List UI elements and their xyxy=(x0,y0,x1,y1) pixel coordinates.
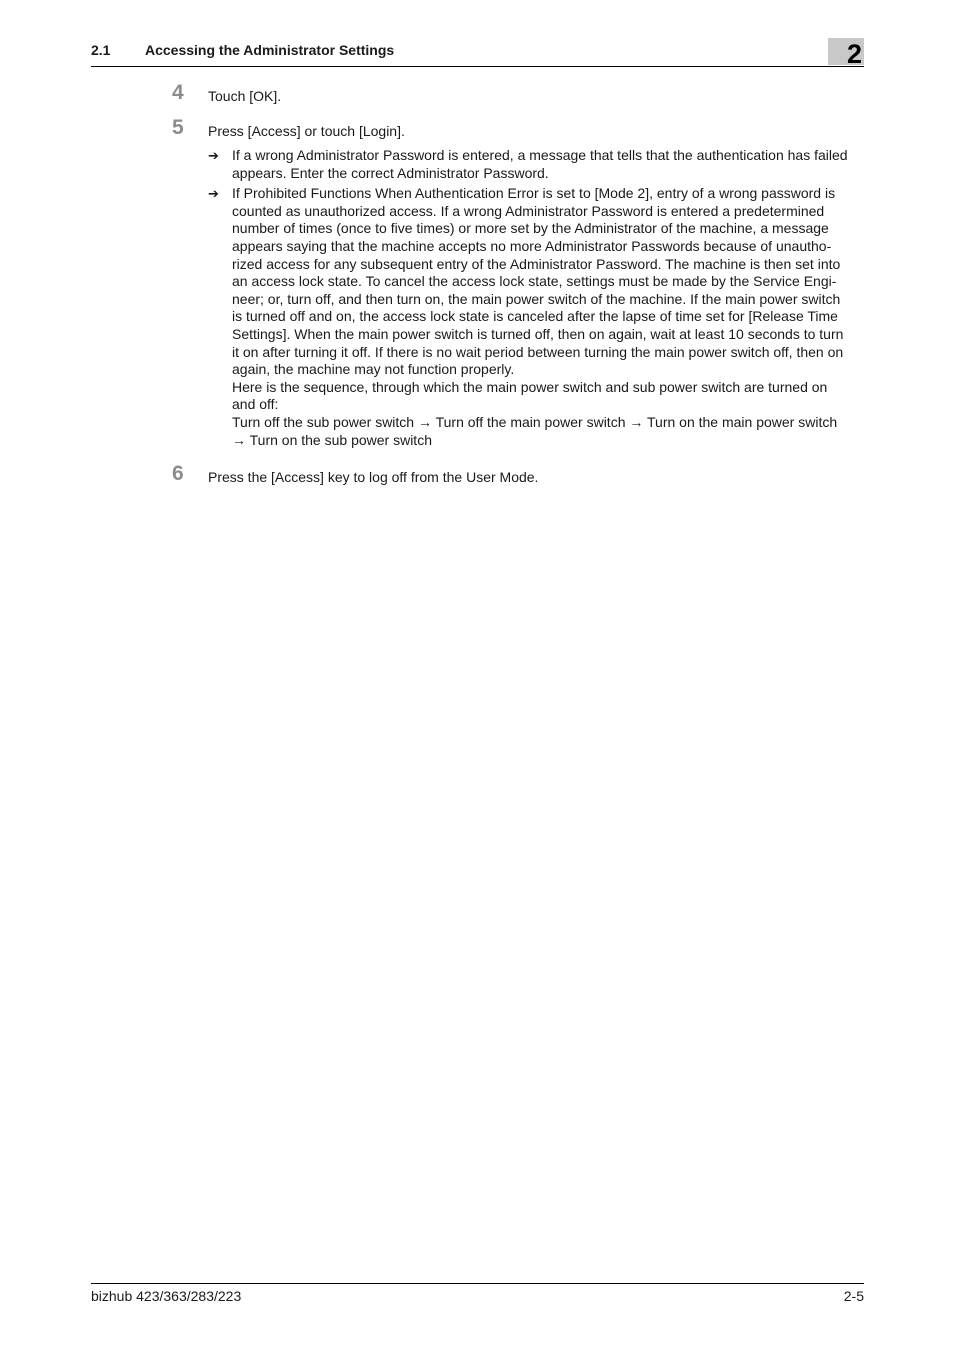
page-footer xyxy=(91,1283,864,1314)
note-line: appears. Enter the correct Administrator Password. xyxy=(232,164,549,181)
step-text: Press the [Access] key to log off from the User Mode. xyxy=(208,469,539,485)
note-line: Turn off the sub power switch → Turn off the main power switch → Turn on the main power switch xyxy=(232,413,838,430)
step-number: 6 xyxy=(172,462,184,485)
note-item xyxy=(208,185,866,449)
note-line: again, the machine may not function properly. xyxy=(232,361,515,378)
note-line: and off: xyxy=(232,396,279,413)
note-line: Settings]. When the main power switch is turned off, then on again, wait at least 10 seconds to turn xyxy=(232,325,844,342)
note-line: → Turn on the sub power switch xyxy=(232,431,432,448)
chapter-tab xyxy=(828,38,864,69)
chapter-number: 2 xyxy=(846,39,862,69)
step-text: Press [Access] or touch [Login]. xyxy=(208,123,405,139)
note-line: If Prohibited Functions When Authentication Error is set to [Mode 2], entry of a wrong password is xyxy=(232,185,836,202)
note-line: an access lock state. To cancel the access lock state, settings must be made by the Service Engi- xyxy=(232,273,837,290)
arrow-right-icon: ➔ xyxy=(208,186,219,202)
note-line: neer; or, turn off, and then turn on, the main power switch of the machine. If the main power switch xyxy=(232,290,841,307)
footer-model: bizhub 423/363/283/223 xyxy=(91,1288,242,1304)
arrow-right-icon: ➔ xyxy=(208,148,219,163)
section-number: 2.1 xyxy=(91,42,111,58)
note-line: counted as unauthorized access. If a wrong Administrator Password is entered a predetermined xyxy=(232,202,825,219)
note-line: number of times (once to five times) or more set by the Administrator of the machine, a message xyxy=(232,220,829,237)
note-line: If a wrong Administrator Password is entered, a message that tells that the authentication has failed xyxy=(232,147,848,163)
page-header xyxy=(91,36,864,67)
note-line: Here is the sequence, through which the main power switch and sub power switch are turned on xyxy=(232,378,828,395)
note-line: appears saying that the machine accepts no more Administrator Passwords because of unautho- xyxy=(232,237,832,254)
step-number: 5 xyxy=(172,116,184,139)
note-item xyxy=(208,147,866,182)
step-text: Touch [OK]. xyxy=(208,88,282,104)
section-title: Accessing the Administrator Settings xyxy=(145,42,395,58)
step-5-notes xyxy=(208,147,866,452)
note-line: is turned off and on, the access lock state is canceled after the lapse of time set for [Release Time xyxy=(232,308,838,325)
step-number: 4 xyxy=(172,81,184,104)
page-number: 2-5 xyxy=(843,1288,864,1304)
note-line: rized access for any subsequent entry of the Administrator Password. The machine is then set into xyxy=(232,255,841,272)
note-line: it on after turning it off. If there is no wait period between turning the main power switch off, then on xyxy=(232,343,844,360)
